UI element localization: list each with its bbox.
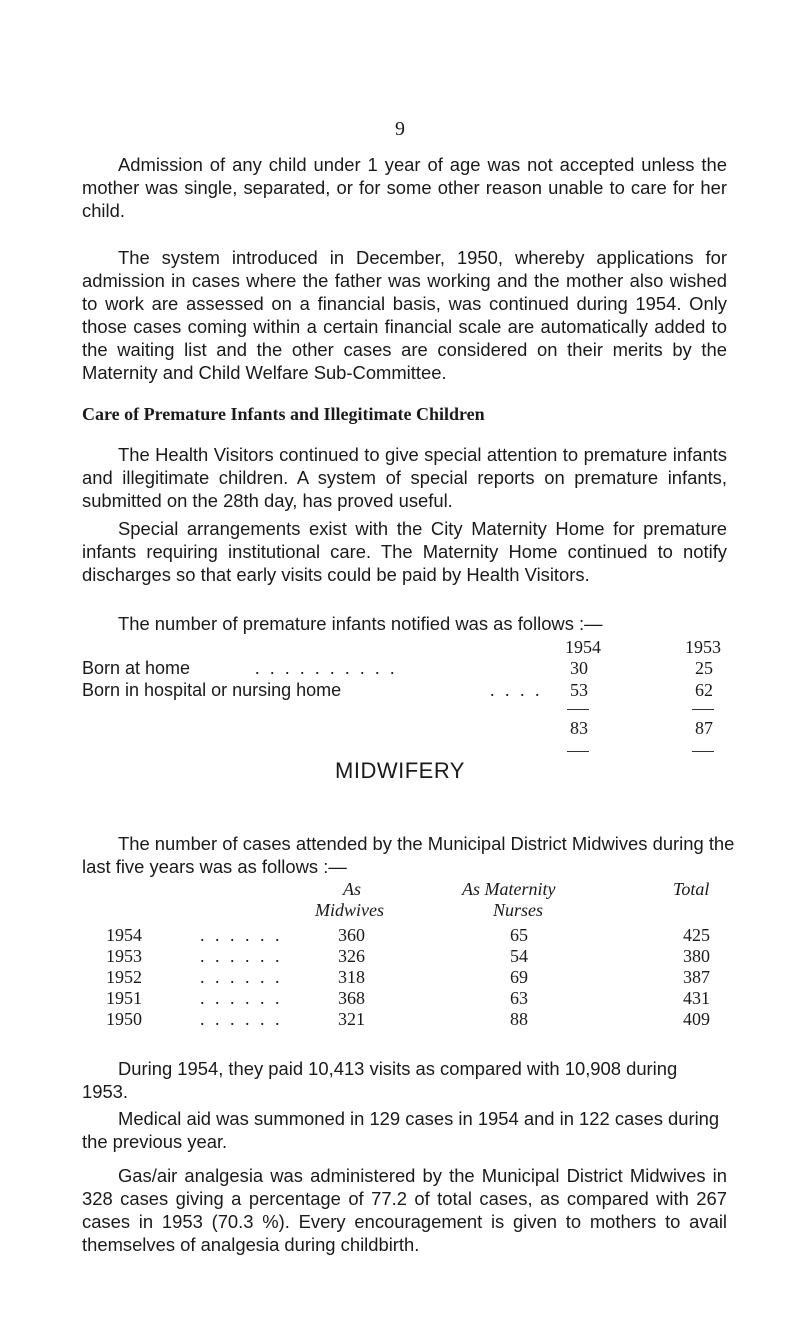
paragraph-medical-aid: Medical aid was summoned in 129 cases in 1954 and in 122 cases during the previous year. bbox=[82, 1108, 720, 1152]
paragraph-midwives-intro: The number of cases attended by the Municipal District Midwives during the last five years was as follows :— bbox=[82, 833, 735, 877]
midwifery-leader: . . . . . . bbox=[200, 925, 283, 945]
midwifery-midwives: 318 bbox=[338, 967, 365, 987]
midwifery-midwives: 321 bbox=[338, 1009, 365, 1029]
midwifery-leader: . . . . . . bbox=[200, 1009, 283, 1029]
midwifery-nurses: 63 bbox=[510, 988, 528, 1008]
midwifery-total: 425 bbox=[683, 925, 710, 945]
heading-midwifery: MIDWIFERY bbox=[335, 758, 465, 783]
paragraph-premature-count-intro: The number of premature infants notified was as follows :— bbox=[118, 613, 603, 634]
paragraph-visits: During 1954, they paid 10,413 visits as compared with 10,908 during 1953. bbox=[82, 1058, 678, 1102]
paragraph-analgesia: Gas/air analgesia was administered by the Municipal District Midwives in 328 cases giving a percentage of 77.2 of total cases, as compared with 267 cases in 1953 (70.3 %). Every encouragement is given to mothers to avail themselves of analgesia during childbirth. bbox=[82, 1165, 727, 1255]
midwifery-header-midwives: Midwives bbox=[315, 900, 384, 920]
midwifery-year: 1952 bbox=[106, 967, 142, 987]
paragraph-financial-system: The system introduced in December, 1950, whereby applications for admission in cases where the father was working and the mother also wished to work are assessed on a financial basis, was continued during 1954. Only those cases coming within a certain financial scale are automatically added to the waiting list and the other cases are considered on their merits by the Maternity and Child Welfare Sub-Committee. bbox=[82, 247, 727, 383]
premature-row-value: 62 bbox=[695, 680, 713, 700]
premature-row-value: 25 bbox=[695, 658, 713, 678]
midwifery-year: 1951 bbox=[106, 988, 142, 1008]
midwifery-total: 387 bbox=[683, 967, 710, 987]
heading-premature-infants: Care of Premature Infants and Illegitimate Children bbox=[82, 404, 485, 424]
midwifery-total: 409 bbox=[683, 1009, 710, 1029]
midwifery-year: 1954 bbox=[106, 925, 142, 945]
midwifery-nurses: 69 bbox=[510, 967, 528, 987]
midwifery-leader: . . . . . . bbox=[200, 946, 283, 966]
midwifery-midwives: 368 bbox=[338, 988, 365, 1008]
premature-sum-rule bbox=[567, 709, 589, 710]
premature-row-value: 53 bbox=[570, 680, 588, 700]
premature-row-leader: . . . . . . . . . . bbox=[255, 658, 398, 678]
premature-total-rule bbox=[567, 751, 589, 752]
midwifery-header-total: Total bbox=[673, 879, 710, 899]
midwifery-midwives: 360 bbox=[338, 925, 365, 945]
page-number: 9 bbox=[395, 118, 405, 140]
midwifery-header-maternity: As Maternity bbox=[462, 879, 556, 899]
premature-row-label: Born at home bbox=[82, 658, 191, 678]
paragraph-admission: Admission of any child under 1 year of age was not accepted unless the mother was single, separated, or for some other reason unable to care for her child. bbox=[82, 154, 727, 221]
premature-total: 87 bbox=[695, 718, 713, 738]
midwifery-header-midwives: As bbox=[343, 879, 361, 899]
premature-row-label: Born in hospital or nursing home bbox=[82, 680, 342, 700]
midwifery-total: 431 bbox=[683, 988, 710, 1008]
midwifery-year: 1950 bbox=[106, 1009, 142, 1029]
premature-sum-rule bbox=[692, 709, 714, 710]
premature-col-header: 1953 bbox=[685, 637, 721, 657]
premature-row-leader: . . . . bbox=[490, 680, 543, 700]
midwifery-nurses: 65 bbox=[510, 925, 528, 945]
paragraph-special-arrangements: Special arrangements exist with the City Maternity Home for premature infants requiring institutional care. The Maternity Home continued to notify discharges so that early visits could be paid by Health Visitors. bbox=[82, 518, 727, 585]
premature-col-header: 1954 bbox=[565, 637, 601, 657]
midwifery-midwives: 326 bbox=[338, 946, 365, 966]
midwifery-total: 380 bbox=[683, 946, 710, 966]
premature-total-rule bbox=[692, 751, 714, 752]
midwifery-leader: . . . . . . bbox=[200, 988, 283, 1008]
premature-total: 83 bbox=[570, 718, 588, 738]
midwifery-nurses: 88 bbox=[510, 1009, 528, 1029]
paragraph-health-visitors: The Health Visitors continued to give special attention to premature infants and illegitimate children. A system of special reports on premature infants, submitted on the 28th day, has proved useful. bbox=[82, 444, 727, 511]
premature-row-value: 30 bbox=[570, 658, 588, 678]
midwifery-nurses: 54 bbox=[510, 946, 528, 966]
midwifery-header-maternity: Nurses bbox=[493, 900, 544, 920]
midwifery-year: 1953 bbox=[106, 946, 142, 966]
midwifery-leader: . . . . . . bbox=[200, 967, 283, 987]
